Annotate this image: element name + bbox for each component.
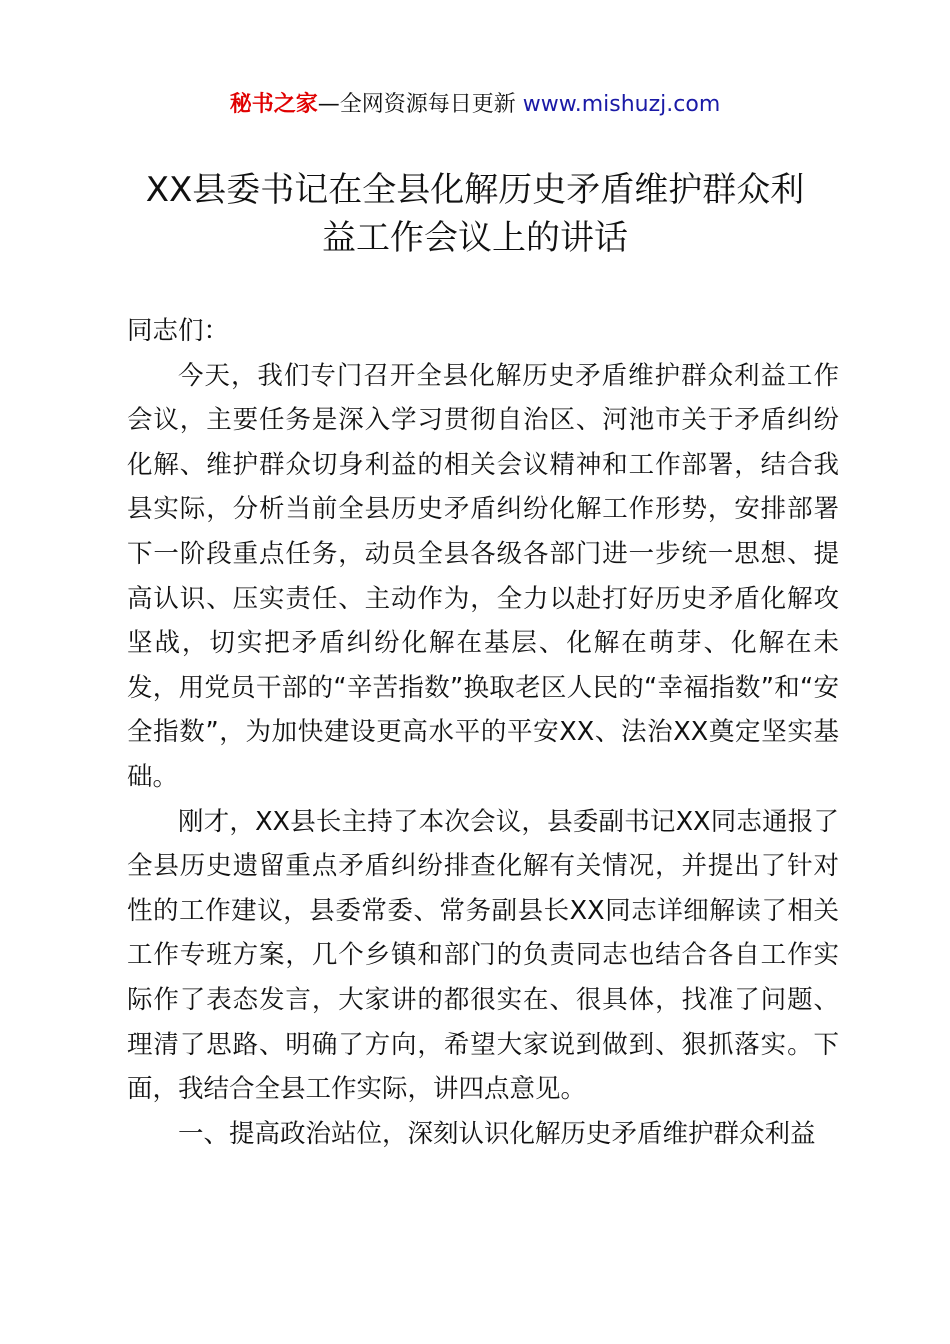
document-title-line-1: XX县委书记在全县化解历史矛盾维护群众利 bbox=[145, 170, 805, 210]
document-title bbox=[100, 166, 850, 262]
paragraph-2: 刚才，XX县长主持了本次会议，县委副书记XX同志通报了全县历史遗留重点矛盾纠纷排查化解有关情况，并提出了针对性的工作建议，县委常委、常务副县长XX同志详细解读了相关工作专班方案，几个乡镇和部门的负责同志也结合各自工作实际作了表态发言，大家讲的都很实在、很具体，找准了问题、理清了思路、明确了方向，希望大家说到做到、狠抓落实。下面，我结合全县工作实际，讲四点意见。 bbox=[127, 806, 839, 1105]
site-url-link[interactable]: www.mishuzj.com bbox=[522, 92, 721, 117]
salutation: 同志们： bbox=[127, 316, 230, 346]
site-tagline: —全网资源每日更新 bbox=[317, 92, 523, 117]
document-title-line-2: 益工作会议上的讲话 bbox=[322, 218, 628, 258]
site-header bbox=[0, 88, 950, 122]
paragraph-1: 今天，我们专门召开全县化解历史矛盾维护群众利益工作会议，主要任务是深入学习贯彻自治区、河池市关于矛盾纠纷化解、维护群众切身利益的相关会议精神和工作部署，结合我县实际，分析当前全县历史矛盾纠纷化解工作形势，安排部署下一阶段重点任务，动员全县各级各部门进一步统一思想、提高认识、压实责任、主动作为，全力以赴打好历史矛盾化解攻坚战，切实把矛盾纠纷化解在基层、化解在萌芽、化解在未发，用党员干部的“辛苦指数”换取老区人民的“幸福指数”和“安全指数”，为加快建设更高水平的平安XX、法治XX奠定坚实基础。 bbox=[127, 360, 839, 792]
document-body bbox=[127, 309, 839, 1156]
section-heading-1: 一、提高政治站位，深刻认识化解历史矛盾维护群众利益 bbox=[178, 1118, 816, 1149]
brand-name: 秘书之家 bbox=[229, 92, 318, 117]
